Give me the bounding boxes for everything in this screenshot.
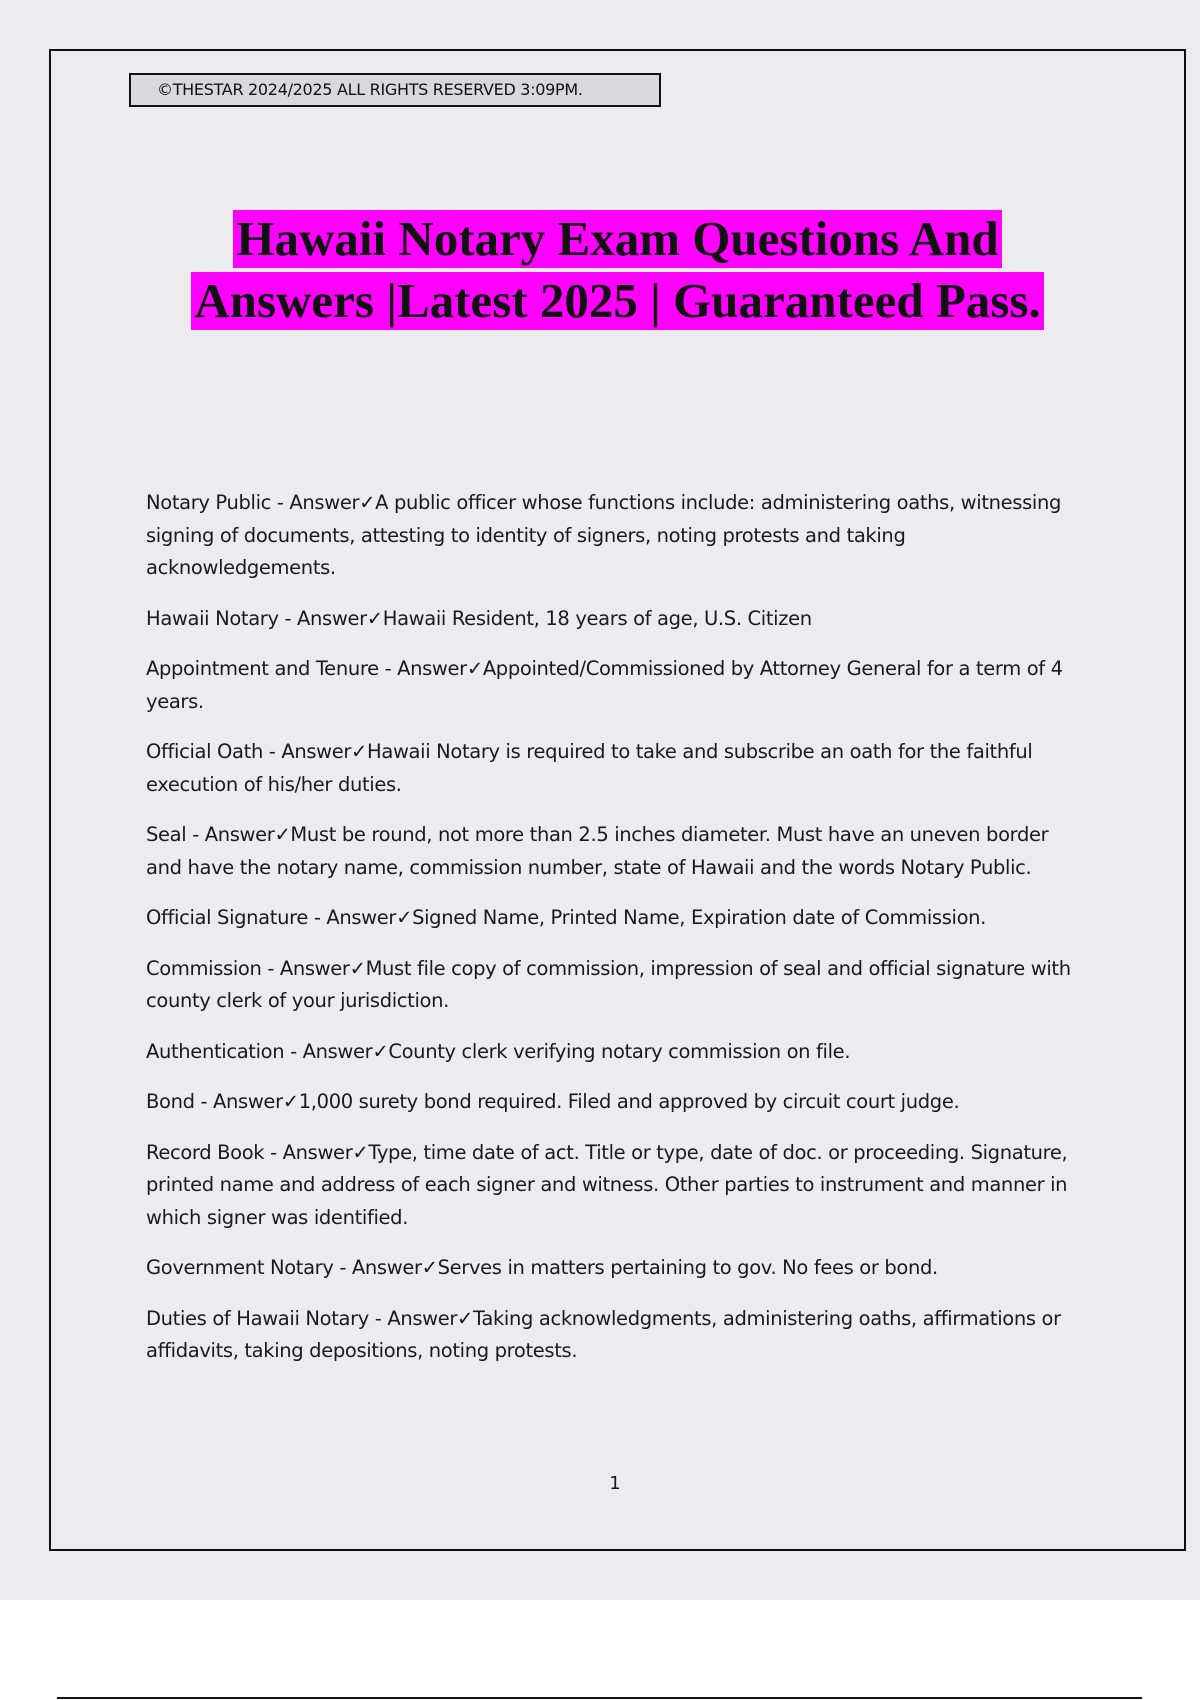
page-number: 1 xyxy=(609,1473,621,1494)
qa-item-appointment-tenure: Appointment and Tenure - Answer✓Appointed/Commissioned by Attorney General for a term of 4 years. xyxy=(146,657,1063,713)
qa-item-official-oath: Official Oath - Answer✓Hawaii Notary is required to take and subscribe an oath for the faithful execution of his/her duties. xyxy=(146,740,1033,796)
qa-item-commission: Commission - Answer✓Must file copy of commission, impression of seal and official signature with county clerk of your jurisdiction. xyxy=(146,956,1071,1012)
qa-item-bond: Bond - Answer✓1,000 surety bond required. Filed and approved by circuit court judge. xyxy=(146,1090,960,1113)
qa-item-seal: Seal - Answer✓Must be round, not more than 2.5 inches diameter. Must have an uneven border and have the notary name, commission number, state of Hawaii and the words Notary Public. xyxy=(146,823,1049,879)
qa-item-official-signature: Official Signature - Answer✓Signed Name, Printed Name, Expiration date of Commission. xyxy=(146,906,987,929)
qa-list xyxy=(146,487,1086,1386)
qa-item-notary-public: Notary Public - Answer✓A public officer whose functions include: administering oaths, witnessing signing of documents, attesting to identity of signers, noting protests and taking acknowledgements. xyxy=(146,491,1061,579)
qa-item-hawaii-notary: Hawaii Notary - Answer✓Hawaii Resident, 18 years of age, U.S. Citizen xyxy=(146,606,812,630)
qa-item-authentication: Authentication - Answer✓County clerk verifying notary commission on file. xyxy=(146,1039,851,1063)
bottom-divider xyxy=(57,1697,1142,1699)
title-line-1: Hawaii Notary Exam Questions And xyxy=(233,210,1001,268)
qa-item-duties: Duties of Hawaii Notary - Answer✓Taking acknowledgments, administering oaths, affirmations or affidavits, taking depositions, noting protests. xyxy=(146,1306,1061,1362)
qa-item-record-book: Record Book - Answer✓Type, time date of act. Title or type, date of doc. or proceeding. Signature, printed name and address of each signer and witness. Other parties to instrument and manner in which signer was identified. xyxy=(146,1140,1068,1229)
title-line-2: Answers |Latest 2025 | Guaranteed Pass. xyxy=(191,272,1043,330)
copyright-notice: ©THESTAR 2024/2025 ALL RIGHTS RESERVED 3:09PM. xyxy=(129,73,661,107)
document-title xyxy=(60,210,1175,330)
qa-item-government-notary: Government Notary - Answer✓Serves in matters pertaining to gov. No fees or bond. xyxy=(146,1256,938,1279)
